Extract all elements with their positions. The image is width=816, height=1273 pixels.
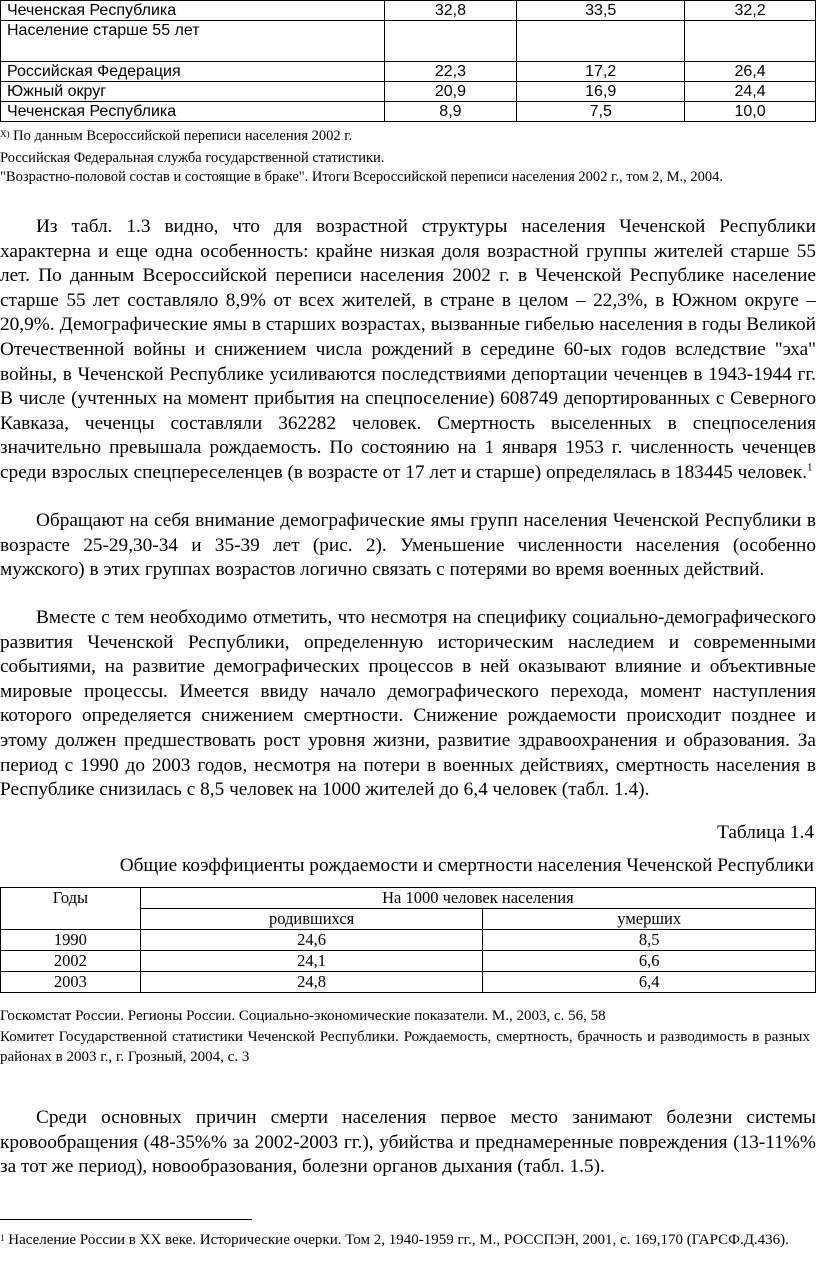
footnote-mark: 1 [0,1233,5,1243]
paragraph-text: Из табл. 1.3 видно, что для возрастной структуры населения Чеченской Республики характерна и еще одна особенность: крайне низкая доля возрастной группы жителей старше 55 лет. По данным Всероссийской переписи населения 2002 г. в Чеченской Республике население старше 55 лет составляло 8,9% от всех жителей, в стране в целом – 22,3%, в Южном округе – 20,9%. Демографические ямы в старших возрастах, вызванные гибелью населения в годы Великой Отечественной войны и снижением числа рождений в середине 60-ых годов вследствие "эха" войны, в Чеченской Республике усиливаются последствиями депортации чеченцев в 1943-1944 гг. В числе (учтенных на момент прибытия на спецпоселение) 608749 депортированных с Северного Кавказа, чеченцы составляли 362282 человек. Смертность выселенных в спецпоселения значительно превышала рождаемость. По состоянию на 1 января 1953 г. численность чеченцев среди взрослых спецпереселенцев (в возрасте от 17 лет и старше) определялась в 183445 человек. [0,216,816,483]
birth-death-rates-table [0,887,816,993]
chechen-statistics-source: Комитет Государственной статистики Чеченской Республики. Рождаемость, смертность, брачность и разводимость в разных районах в 2003 г., г. Грозный, 2004, с. 3 [0,1029,810,1065]
cell-value: 7,5 [517,102,685,122]
header-deaths: умерших [483,909,816,930]
table-row [1,82,816,102]
header-per-1000: На 1000 человек населения [140,888,815,909]
cell-value: 10,0 [685,102,816,122]
cell-value: 17,2 [517,62,685,82]
row-label: Чеченская Республика [1,1,385,21]
paragraph-demographic-pits: Обращают на себя внимание демографические ямы групп населения Чеченской Республики в возрасте 25-29,30-34 и 35-39 лет (рис. 2). Уменьшение численности населения (особенно мужского) в этих группах возрастов логично связать с потерями во время военных действий. [0,510,816,581]
births-cell: 24,6 [140,930,483,951]
cell-value: 32,2 [685,1,816,21]
deaths-cell: 6,4 [483,972,816,993]
cell-value: 33,5 [517,1,685,21]
table-title: Общие коэффициенты рождаемости и смертности населения Чеченской Республики [119,855,814,876]
rosstat-source-line: Российская Федеральная служба государственной статистики. [0,150,385,166]
source-mark: X) [0,129,10,139]
footnote [0,1230,810,1251]
cell-value [685,21,816,62]
table-row [1,972,816,993]
year-cell: 2002 [1,951,141,972]
table-row [1,930,816,951]
table-row [1,21,816,62]
row-label: Южный округ [1,82,385,102]
table-header-row [1,888,816,909]
table-number: Таблица 1.4 [717,822,814,843]
paragraph-causes-of-death: Среди основных причин смерти населения первое место занимают болезни системы кровообращения (48-35%% за 2002-2003 гг.), убийства и преднамеренные повреждения (13-11%% за тот же период), новообразования, болезни органов дыхания (табл. 1.5). [0,1107,816,1178]
header-births: родившихся [140,909,483,930]
age-structure-table-fragment [0,0,816,122]
footnote-divider [0,1219,252,1220]
cell-value [517,21,685,62]
footnote-ref: 1 [806,461,813,474]
cell-value: 8,9 [384,102,517,122]
cell-value: 16,9 [517,82,685,102]
cell-value [384,21,517,62]
year-cell: 1990 [1,930,141,951]
births-cell: 24,8 [140,972,483,993]
table-row [1,1,816,21]
source-line: По данным Всероссийской переписи населения 2002 г. [9,128,353,144]
cell-value: 20,9 [384,82,517,102]
row-label: Чеченская Республика [1,102,385,122]
header-years: Годы [1,888,141,930]
births-cell: 24,1 [140,951,483,972]
goskomstat-source: Госкомстат России. Регионы России. Социально-экономические показатели. М., 2003, с. 56, 58 [0,1008,606,1024]
cell-value: 26,4 [685,62,816,82]
footnote-text: Население России в XX веке. Исторические очерки. Том 2, 1940-1959 гг., М., РОССПЭН, 2001, с. 169,170 (ГАРСФ.Д.436). [4,1232,789,1248]
cell-value: 22,3 [384,62,517,82]
deaths-cell: 8,5 [483,930,816,951]
census-source-note [0,126,810,146]
cell-value: 24,4 [685,82,816,102]
year-cell: 2003 [1,972,141,993]
table-row [1,102,816,122]
census-volume-source: "Возрастно-половой состав и состоящие в браке". Итоги Всероссийской переписи населения 2002 г., том 2, М., 2004. [0,169,724,185]
paragraph-age-structure [0,215,816,486]
deaths-cell: 6,6 [483,951,816,972]
row-label: Российская Федерация [1,62,385,82]
row-label: Население старше 55 лет [1,21,385,62]
cell-value: 32,8 [384,1,517,21]
table-row [1,951,816,972]
paragraph-demographic-transition: Вместе с тем необходимо отметить, что несмотря на специфику социально-демографического развития Чеченской Республики, определенную историческим наследием и современными событиями, на развитие демографических процессов в ней оказывают влияние и объективные мировые процессы. Имеется ввиду начало демографического перехода, момент наступления которого определяется снижением смертности. Снижение рождаемости происходит позднее и этому должен предшествовать рост уровня жизни, развитие здравоохранения и образования. За период с 1990 до 2003 годов, несмотря на потери в военных действиях, смертность населения в Республике снизилась с 8,5 человек на 1000 жителей до 6,4 человек (табл. 1.4). [0,607,816,801]
table-row [1,62,816,82]
